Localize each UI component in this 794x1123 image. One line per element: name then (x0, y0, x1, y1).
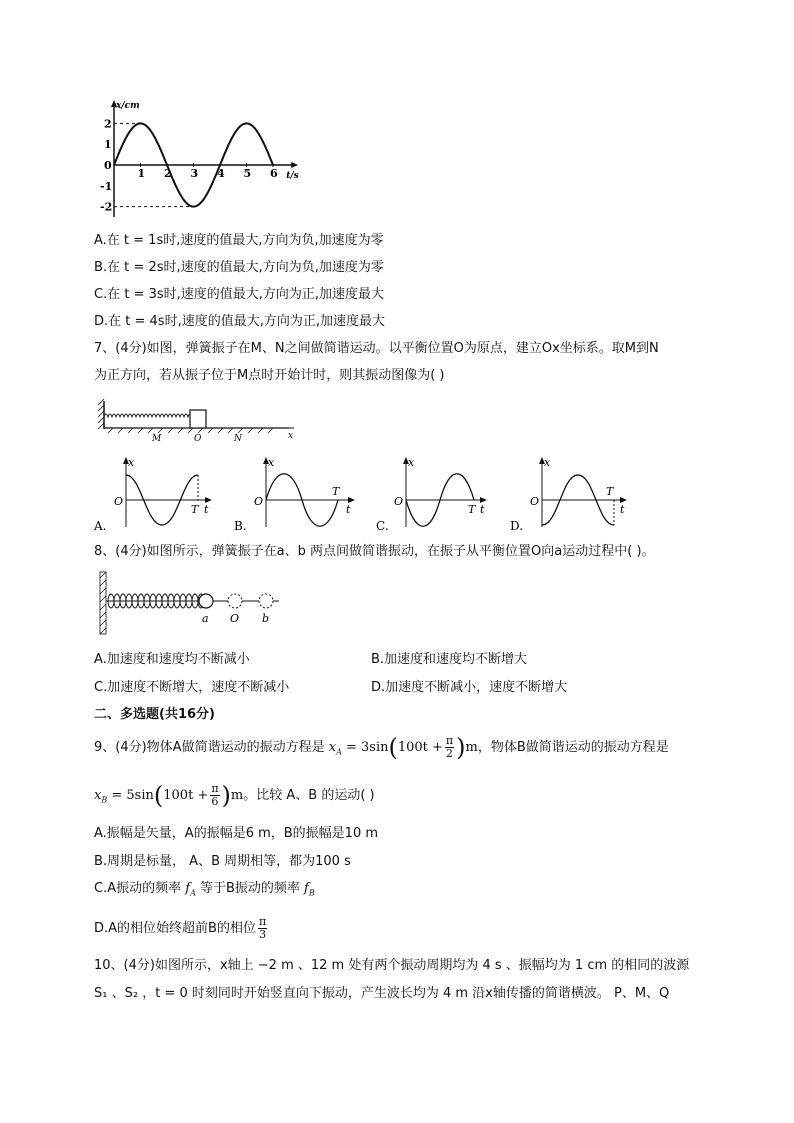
q10-stem-line2: S₁ 、S₂ ，t = 0 时刻同时开始竖直向下振动，产生波长均为 4 m 沿x轴传播的简谐横波。 P、M、Q (94, 986, 670, 1001)
q7d-T: T (606, 485, 614, 498)
q7-option-c: C. (376, 519, 389, 533)
q7c-o: O (394, 495, 404, 508)
q6-option-c: C.在 t = 3s时,速度的值最大,方向为正,加速度最大 (94, 287, 385, 302)
x-tick-label: 3 (190, 167, 199, 180)
x-tick-label: 5 (243, 167, 252, 180)
x-tick-label: 2 (164, 167, 172, 180)
q7-label-n: N (234, 434, 242, 444)
q7b-o: O (254, 495, 264, 508)
q7a-x: x (128, 456, 135, 469)
q6-option-a: A.在 t = 1s时,速度的值最大,方向为负,加速度为零 (94, 233, 384, 248)
q7-option-a: A. (94, 519, 107, 533)
q7-spring-figure (94, 395, 304, 445)
q9-option-d: D.A的相位始终超前B的相位 $\frac{\pi}{3}$ (94, 915, 267, 941)
q7-stem-line2: 为正方向，若从振子位于M点时开始计时，则其振动图像为( ) (94, 368, 445, 383)
q7d-x: x (544, 456, 551, 469)
y-axis-label: x/cm (116, 101, 140, 111)
q7-stem-line1: 7、(4分)如图，弹簧振子在M、N之间做简谐运动。以平衡位置O为原点，建立Ox坐标系。取M到N (94, 341, 659, 356)
x-axis-label: t/s (286, 171, 299, 181)
q7c-T: T (468, 503, 476, 516)
y-tick-label: -1 (100, 179, 113, 193)
q7a-o: O (114, 495, 124, 508)
q6-option-b: B.在 t = 2s时,速度的值最大,方向为负,加速度为零 (94, 260, 384, 275)
q7-graph-d (510, 456, 627, 533)
q7b-t: t (346, 503, 351, 516)
q8-label-b: b (262, 612, 270, 625)
sine-chart (94, 96, 324, 222)
q8-option-a: A.加速度和速度均不断减小 (94, 652, 250, 667)
q7a-T: T (191, 503, 199, 516)
q7d-t: t (620, 503, 625, 516)
q7c-t: t (480, 503, 485, 516)
q8-label-o: O (230, 612, 240, 625)
x-axis-arrow (291, 162, 298, 168)
q9-stem-line1: 9、(4分)物体A做简谐运动的振动方程是 $x_A = 3\sin(100t$ + $\frac{\pi}{2}$ )m，物体B做简谐运动的振动方程是 (94, 733, 669, 762)
q7-graph-c (376, 456, 487, 533)
y-tick-label: -2 (100, 200, 113, 214)
q7-option-graphs (94, 455, 654, 535)
y-tick-label: 0 (104, 159, 112, 172)
q8-stem: 8、(4分)如图所示，弹簧振子在a、b 两点间做简谐振动，在振子从平衡位置O向a运动过程中( )。 (94, 544, 655, 559)
x-tick-label: 1 (137, 167, 146, 180)
y-tick-label: 2 (104, 117, 112, 131)
q8-option-b: B.加速度和速度均不断增大 (371, 652, 528, 667)
q8-label-a: a (202, 612, 209, 625)
q6-option-d: D.在 t = 4s时,速度的值最大,方向为正,加速度最大 (94, 314, 385, 329)
q7a-t: t (204, 503, 209, 516)
q9-option-a: A.振幅是矢量，A的振幅是6 m，B的振幅是10 m (94, 826, 379, 841)
x-tick-label: 4 (217, 167, 225, 180)
q8-option-c: C.加速度不断增大，速度不断减小 (94, 680, 290, 695)
q9-stem-line2: $x_B = 5\sin(100t$ + $\frac{\pi}{6}$ )m。比较 A、B 的运动( ) (94, 781, 375, 810)
y-tick-label: 1 (104, 138, 112, 152)
x-tick-label: 6 (270, 167, 278, 180)
q7d-o: O (530, 495, 540, 508)
q7-graph-a (94, 456, 212, 533)
q7b-T: T (332, 485, 340, 498)
q7-label-o: O (194, 434, 202, 444)
q9-option-c: C.A振动的频率 $f_A$ 等于B振动的频率 $f_B$ (94, 881, 315, 898)
section-heading: 二、多选题(共16分) (94, 707, 215, 722)
q7-option-d: D. (510, 519, 524, 533)
q7-label-x: x (288, 431, 294, 441)
q8-option-d: D.加速度不断减小，速度不断增大 (371, 680, 568, 695)
q9-option-b: B.周期是标量， A、B 周期相等，都为100 s (94, 854, 351, 869)
q7-label-m: M (152, 434, 162, 444)
q7-option-b: B. (234, 519, 247, 533)
q7-graph-b (234, 456, 355, 533)
q10-stem-line1: 10、(4分)如图所示，x轴上 −2 m 、12 m 处有两个振动周期均为 4 s 、振幅均为 1 cm 的相同的波源 (94, 958, 690, 973)
q7b-x: x (268, 456, 275, 469)
q7c-x: x (408, 456, 415, 469)
q8-spring-figure (94, 568, 284, 638)
